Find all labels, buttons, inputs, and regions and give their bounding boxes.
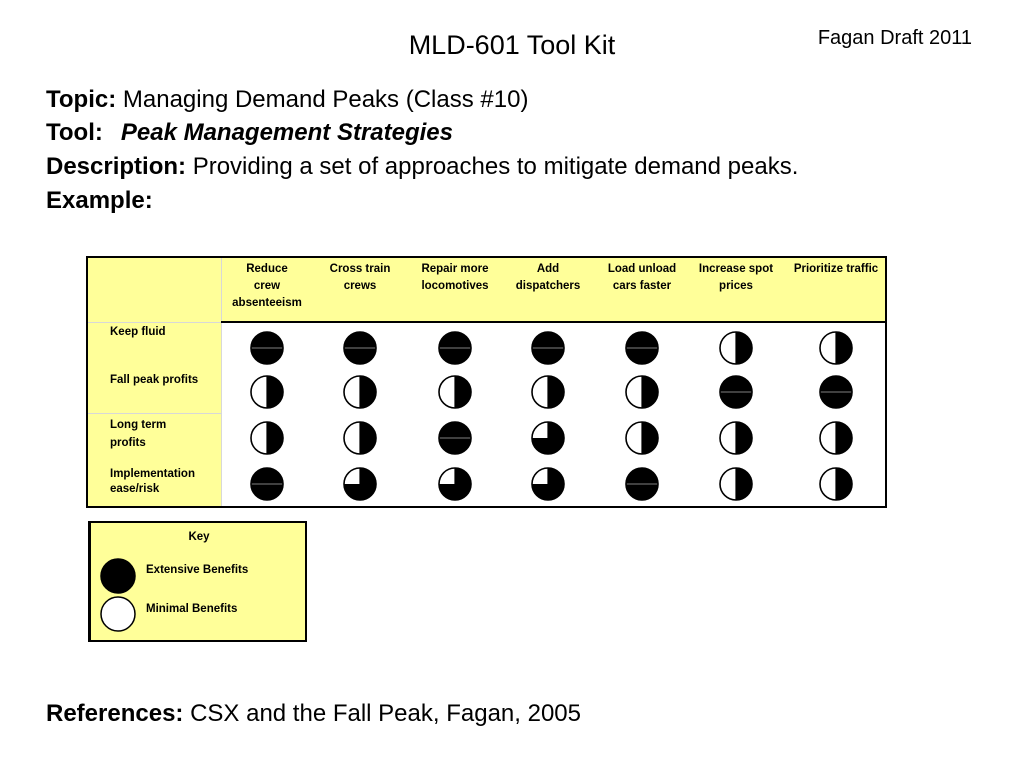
harvey-ball-icon [820,422,852,454]
column-header-line: Repair more [421,263,489,275]
column-header-line: cars faster [612,280,672,292]
column-header-line: Load unload [607,263,677,275]
rating-grid [86,256,887,511]
example-line [46,187,153,215]
minimal-benefits-icon [99,595,139,635]
column-header-line: locomotives [421,280,489,292]
harvey-ball-icon [532,468,564,500]
strategy-matrix [86,256,887,511]
page-title: MLD-601 Tool Kit [408,30,616,60]
tool-label: Tool: [46,119,103,146]
harvey-ball-icon [439,376,471,408]
row-label: Long term [110,419,167,431]
harvey-ball-icon [251,332,283,364]
description-value: Providing a set of approaches to mitigate demand peaks. [192,153,799,180]
column-header-line: crews [343,280,377,292]
extensive-benefits-icon [99,557,139,597]
tool-value: Peak Management Strategies [120,119,453,146]
example-label: Example: [46,187,153,214]
row-label: profits [110,437,146,449]
references-label: References: [46,700,184,727]
harvey-ball-icon [626,332,658,364]
row-label: Implementation [110,468,195,480]
row-label: Fall peak profits [110,374,199,386]
column-header-line: dispatchers [515,280,581,292]
harvey-ball-icon [344,422,376,454]
harvey-ball-icon [626,422,658,454]
topic-label: Topic: [46,86,117,113]
harvey-ball-icon [251,376,283,408]
harvey-ball-icon [532,376,564,408]
topic-value: Managing Demand Peaks (Class #10) [122,86,529,113]
key-extensive-label: Extensive Benefits [146,564,249,576]
column-header-line: Cross train [329,263,391,275]
column-header-line: Increase spot [698,263,774,275]
column-header-line: Prioritize traffic [793,263,879,275]
key-minimal-label: Minimal Benefits [146,603,238,615]
topic-line [46,86,528,114]
tool-line [46,119,453,147]
key-box [88,521,307,642]
key-title: Key [188,531,210,543]
description-line [46,153,798,181]
description-label: Description: [46,153,187,180]
row-label: Keep fluid [110,326,166,338]
harvey-ball-icon [532,332,564,364]
harvey-ball-icon [251,422,283,454]
column-header-line: crew [253,280,281,292]
harvey-ball-icon [439,422,471,454]
harvey-ball-icon [439,468,471,500]
column-header-line: prices [719,280,753,292]
harvey-ball-icon [820,332,852,364]
references-value: CSX and the Fall Peak, Fagan, 2005 [190,700,581,727]
harvey-ball-icon [344,376,376,408]
harvey-ball-icon [251,468,283,500]
row-label: ease/risk [110,483,160,495]
harvey-ball-icon [532,422,564,454]
harvey-ball-icon [720,468,752,500]
column-header-line: Add [536,263,560,275]
column-header-line: Reduce [246,263,288,275]
harvey-ball-icon [720,376,752,408]
harvey-ball-icon [720,422,752,454]
harvey-ball-icon [439,332,471,364]
harvey-ball-icon [626,376,658,408]
draft-label: Fagan Draft 2011 [817,27,972,49]
harvey-ball-icon [626,468,658,500]
references-line [46,700,581,728]
harvey-ball-icon [344,332,376,364]
harvey-ball-icon [344,468,376,500]
column-header-line: absenteeism [232,297,302,309]
harvey-ball-icon [820,468,852,500]
harvey-ball-icon [720,332,752,364]
harvey-ball-icon [820,376,852,408]
